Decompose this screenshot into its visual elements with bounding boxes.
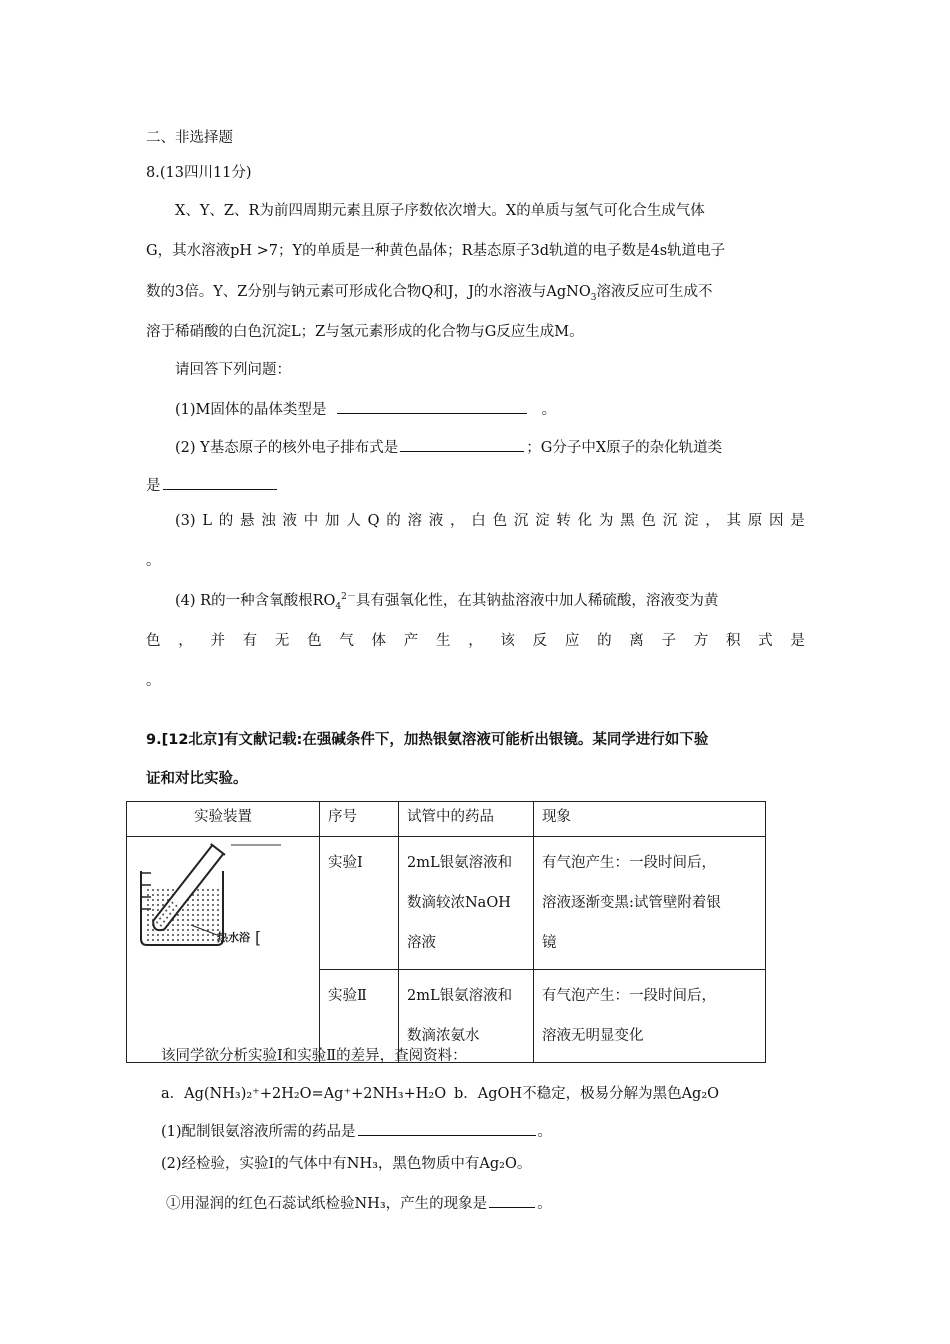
hot-water-bath-diagram	[131, 843, 321, 953]
q8-sub3-char: 淀	[535, 513, 550, 529]
row2-id: 实验Ⅱ	[320, 970, 399, 1063]
q8-paragraph-line-2: G，其水溶液pH >7；Y的单质是一种黄色晶体；R基态原子3d轨道的电子数是4s轨道电子	[146, 243, 726, 259]
q8-sub4-char: 反	[532, 633, 548, 649]
q8-sub3-char: Q	[367, 513, 380, 529]
q8-sub2-cont	[146, 475, 279, 494]
q8-sub2-text-a: (2) Y基态原子的核外电子排布式是	[175, 440, 399, 456]
table-header-reagent: 试管中的药品	[399, 802, 534, 837]
table-row	[127, 837, 766, 970]
q8-sub1-answer-blank[interactable]	[337, 399, 527, 414]
q8-sub4-char: 气	[339, 633, 354, 649]
q8-sub4-char: 有	[242, 633, 258, 649]
q8-paragraph-line-4: 溶于稀硝酸的白色沉淀L；Z与氢元素形成的化合物与G反应生成M。	[146, 324, 584, 340]
q8-sub2-answer-blank-1[interactable]	[400, 437, 524, 452]
q9-ref-a: a．Ag(NH₃)₂⁺+2H₂O=Ag⁺+2NH₃+H₂O	[161, 1086, 447, 1102]
q8-sub4-char: 色	[146, 633, 161, 649]
q8-sub3-char: 液	[282, 513, 298, 529]
q8-p3-text-a: 数的3倍。Y、Z分别与钠元素可形成化合物Q和J，J的水溶液与AgNO	[146, 284, 591, 300]
q8-sub3-char: 其	[726, 513, 741, 529]
q8-sub3	[175, 514, 805, 529]
q8-sub3-char: 是	[790, 513, 805, 529]
q8-sub3-char: 人	[346, 513, 361, 529]
q9-sub2-1-end: 。	[537, 1196, 552, 1212]
q8-sub3-char: 沉	[662, 513, 678, 529]
q8-sub4-sup: 2－	[341, 592, 356, 603]
row1-reagent-line: 2mL银氨溶液和	[407, 855, 513, 871]
q9-sub1-answer-blank[interactable]	[358, 1121, 536, 1136]
q8-sub3-char: 溶	[407, 513, 422, 529]
q9-sub2-1-text: ①用湿润的红色石蕊试纸检验NH₃，产生的现象是	[166, 1196, 488, 1212]
table-header-phenomenon: 现象	[534, 802, 766, 837]
apparatus-cell	[127, 837, 320, 1063]
q8-paragraph-line-1: X、Y、Z、R为前四周期元素且原子序数依次增大。X的单质与氢气可化合生成气体	[175, 203, 705, 219]
q8-sub3-char: 悬	[239, 513, 255, 529]
q8-sub3-char: L	[202, 513, 212, 529]
q9-ref-b: b．AgOH不稳定，极易分解为黑色Ag₂O	[454, 1086, 720, 1102]
q8-paragraph-line-3	[146, 284, 713, 303]
q8-sub3-char: 的	[386, 513, 401, 529]
bracket-mark-icon: [	[255, 928, 262, 947]
q8-sub4-line-1	[175, 592, 719, 612]
row1-reagent	[399, 837, 534, 970]
q9-analysis: 该同学欲分析实验Ⅰ和实验Ⅱ的差异，查阅资料：	[161, 1048, 467, 1064]
row1-id: 实验Ⅰ	[320, 837, 399, 970]
q8-sub3-char: (3)	[175, 513, 196, 529]
q8-sub4-text-b: 具有强氧化性，在其钠盐溶液中加人稀硫酸，溶液变为黄	[355, 593, 719, 609]
q8-sub3-char: 为	[598, 513, 614, 529]
q8-sub2-answer-blank-2[interactable]	[163, 475, 277, 490]
q8-sub4-char: 生	[435, 633, 451, 649]
q8-sub4-char: 色	[307, 633, 322, 649]
q9-header-line-1: 9.[12北京]有文献记载:在强碱条件下，加热银氨溶液可能析出银镜。某同学进行如下验	[146, 732, 709, 748]
row2-reagent-line: 数滴浓氨水	[407, 1028, 480, 1044]
q8-sub4-char: 无	[274, 633, 290, 649]
q8-sub3-char: 液	[428, 513, 444, 529]
row1-phenomenon	[534, 837, 766, 970]
experiment-table	[126, 801, 766, 1063]
q8-p3-sub: 3	[590, 292, 597, 303]
q8-sub3-char: 中	[303, 513, 319, 529]
q8-sub4-char: 积	[725, 633, 741, 649]
q8-header: 8.(13四川11分)	[146, 165, 252, 181]
q9-sub1-text: (1)配制银氨溶液所需的药品是	[161, 1124, 356, 1140]
q8-sub4-char: ，	[178, 633, 193, 649]
q8-sub4-char: 子	[661, 633, 676, 649]
section-title: 二、非选择题	[146, 130, 233, 146]
table-header-row	[127, 802, 766, 837]
q8-sub3-char: 浊	[261, 513, 276, 529]
q8-sub3-char: 黑	[620, 513, 635, 529]
q8-sub4-char: 产	[403, 633, 419, 649]
q8-sub4-char: 并	[210, 633, 225, 649]
row2-phenomenon	[534, 970, 766, 1063]
q9-header-line-2: 证和对比实验。	[146, 771, 248, 787]
table-header-apparatus: 实验装置	[127, 802, 320, 837]
q8-p3-text-b: 溶液反应可生成不	[596, 284, 713, 300]
row2-phenomenon-line: 有气泡产生：一段时间后，	[542, 988, 716, 1004]
q8-sub3-char: 沉	[513, 513, 529, 529]
row2-phenomenon-line: 溶液无明显变化	[542, 1028, 644, 1044]
q8-sub4-text-a: (4) R的一种含氧酸根RO	[175, 593, 336, 609]
q9-sub2-1-answer-blank[interactable]	[489, 1193, 535, 1208]
q8-sub2	[175, 437, 722, 456]
q8-sub1-text: (1)M固体的晶体类型是	[175, 402, 327, 418]
q8-sub3-char: 色	[492, 513, 508, 529]
q8-sub1-end: 。	[541, 402, 557, 418]
q8-sub4-char: 是	[790, 633, 805, 649]
q8-sub3-char: 转	[556, 513, 571, 529]
table-header-id: 序号	[320, 802, 399, 837]
row1-phenomenon-line: 有气泡产生：一段时间后，	[542, 855, 716, 871]
row2-reagent-line: 2mL银氨溶液和	[407, 988, 513, 1004]
q8-sub4-char: 方	[693, 633, 709, 649]
q8-sub3-char: ，	[705, 513, 720, 529]
q8-sub4-char: 离	[629, 633, 644, 649]
row1-phenomenon-line: 镜	[542, 935, 557, 951]
q8-sub4-end: 。	[146, 673, 161, 689]
apparatus-label: 热水浴	[217, 931, 250, 944]
q8-sub3-end: 。	[146, 553, 161, 569]
q8-sub3-char: 化	[577, 513, 593, 529]
q8-sub4-char: 的	[597, 633, 612, 649]
q8-sub3-char: 色	[641, 513, 656, 529]
q8-sub4-char: 体	[371, 633, 387, 649]
q8-sub3-char: 原	[747, 513, 763, 529]
q8-sub4-char: 应	[564, 633, 580, 649]
row1-reagent-line: 数滴较浓NaOH	[407, 895, 511, 911]
q8-sub2-text-b: ；G分子中X原子的杂化轨道类	[526, 440, 723, 456]
q8-ask: 请回答下列问题：	[175, 362, 291, 378]
q8-sub2-text-c: 是	[146, 478, 161, 494]
q8-sub3-char: 淀	[683, 513, 699, 529]
q8-sub4-char: 式	[758, 633, 773, 649]
q8-sub3-char: 的	[218, 513, 234, 529]
row1-phenomenon-line: 溶液逐渐变黑:试管壁附着银	[542, 895, 721, 911]
q9-sub1-end: 。	[537, 1124, 553, 1140]
q8-sub3-char: 加	[325, 513, 340, 529]
q9-sub1	[161, 1121, 552, 1140]
q8-sub4-line-2	[146, 634, 805, 649]
q8-sub4-char: 该	[500, 633, 515, 649]
q8-sub1	[175, 399, 556, 418]
q9-sub2: (2)经检验，实验Ⅰ的气体中有NH₃，黑色物质中有Ag₂O。	[161, 1156, 532, 1172]
q8-sub3-char: 白	[471, 513, 486, 529]
q8-sub3-char: 因	[769, 513, 784, 529]
q9-sub2-1	[166, 1193, 552, 1212]
q8-sub4-sub: 4	[335, 601, 342, 612]
q8-sub4-char: ，	[468, 633, 483, 649]
q8-sub3-char: ，	[450, 513, 465, 529]
row1-reagent-line: 溶液	[407, 935, 436, 951]
